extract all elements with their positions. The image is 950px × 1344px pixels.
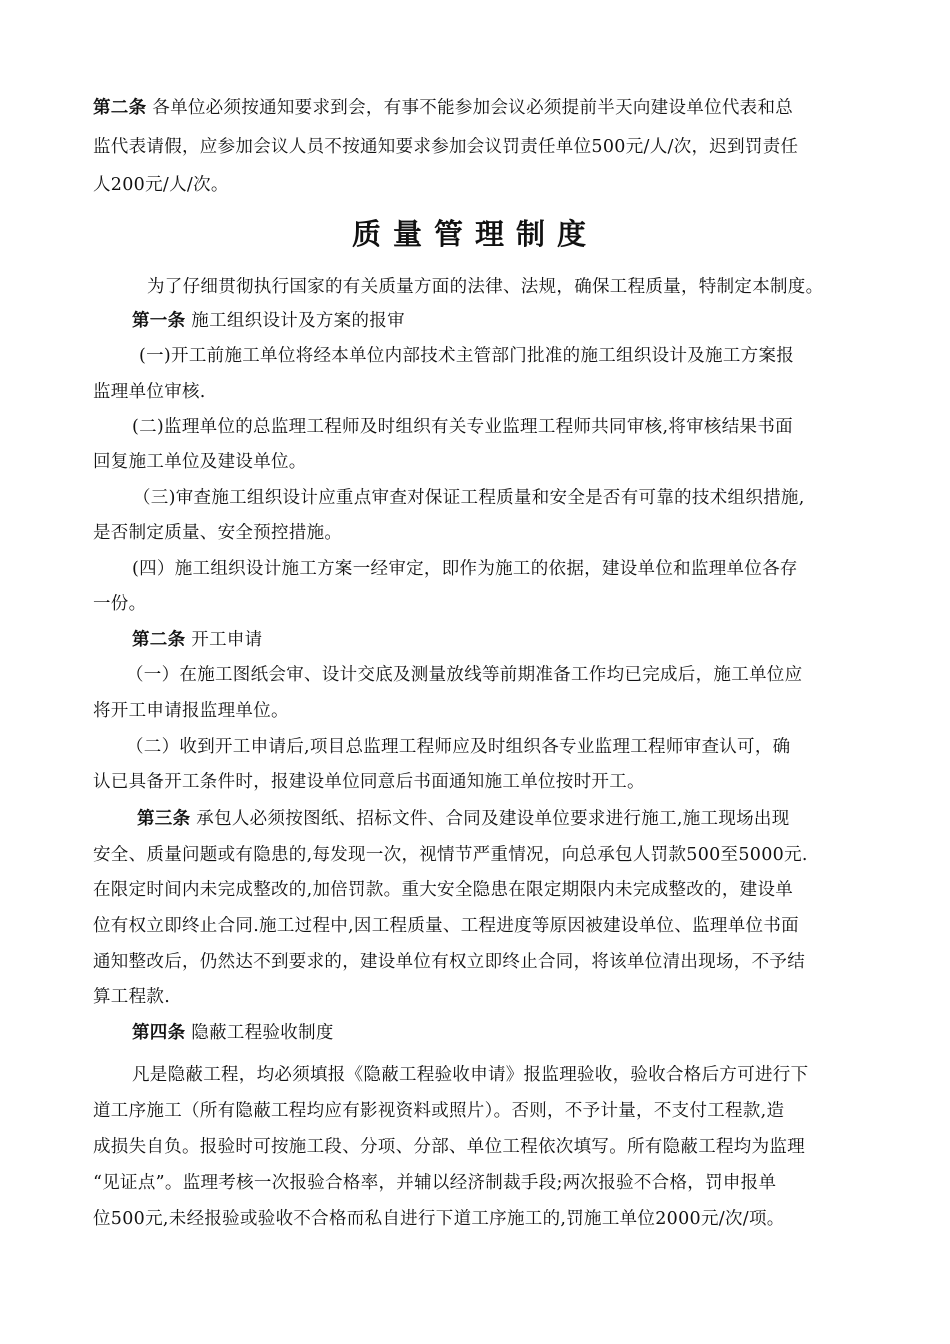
article-heading: 第二条	[132, 630, 186, 650]
article-3-line-3: 在限定时间内未完成整改的,加倍罚款。重大安全隐患在限定期限内未完成整改的，建设单	[93, 880, 794, 900]
article-1-para-3-line-2: 是否制定质量、安全预控措施。	[93, 523, 343, 543]
article-title: 施工组织设计及方案的报审	[185, 311, 405, 331]
article-3-line-1	[137, 807, 790, 831]
article-2-para-1-line-2: 将开工申请报监理单位。	[93, 701, 289, 721]
article-3-line-6: 算工程款.	[93, 987, 171, 1007]
article-3-line-2: 安全、质量问题或有隐患的,每发现一次，视情节严重情况，向总承包人罚款500至5000元.	[93, 845, 808, 865]
article-heading: 第一条	[132, 311, 186, 331]
article-1-para-3-line-1: （三)审查施工组织设计应重点审查对保证工程质量和安全是否有可靠的技术组织措施,	[133, 488, 805, 508]
lead-paragraph: 为了仔细贯彻执行国家的有关质量方面的法律、法规，确保工程质量，特制定本制度。	[147, 277, 824, 297]
article-2-para-2-line-2: 认已具备开工条件时，报建设单位同意后书面通知施工单位按时开工。	[93, 772, 645, 792]
article-4-line-2: 道工序施工（所有隐蔽工程均应有影视资料或照片）。否则，不予计量，不支付工程款,造	[93, 1101, 785, 1121]
article-1-para-1-line-1: (一)开工前施工单位将经本单位内部技术主管部门批准的施工组织设计及施工方案报	[139, 346, 795, 366]
article-4-line-3: 成损失自负。报验时可按施工段、分项、分部、单位工程依次填写。所有隐蔽工程均为监理	[93, 1137, 805, 1157]
article-4-heading-line	[132, 1021, 334, 1045]
page-title: 质量管理制度	[351, 217, 598, 251]
article-3-line-4: 位有权立即终止合同.施工过程中,因工程质量、工程进度等原因被建设单位、监理单位书面	[93, 916, 799, 936]
article-4-line-1: 凡是隐蔽工程，均必须填报《隐蔽工程验收申请》报监理验收，验收合格后方可进行下	[132, 1065, 809, 1085]
article-3-line-5: 通知整改后，仍然达不到要求的，建设单位有权立即终止合同，将该单位清出现场，不予结	[93, 952, 805, 972]
article-heading: 第二条	[93, 98, 147, 118]
article-2-heading-line	[132, 628, 262, 652]
article-2-para-1-line-1: （一）在施工图纸会审、设计交底及测量放线等前期准备工作均已完成后，施工单位应	[126, 665, 803, 685]
article-1-heading-line	[132, 309, 405, 333]
article-text: 承包人必须按图纸、招标文件、合同及建设单位要求进行施工,施工现场出现	[190, 809, 790, 829]
article-2-para-2-line-1: （二）收到开工申请后,项目总监理工程师应及时组织各专业监理工程师审查认可，确	[126, 737, 791, 757]
article-1-para-4-line-2: 一份。	[93, 594, 147, 614]
article-4-line-4: “见证点”。监理考核一次报验合格率，并辅以经济制裁手段;两次报验不合格，罚申报单	[93, 1173, 777, 1193]
article-1-para-1-line-2: 监理单位审核.	[93, 382, 206, 402]
article-1-para-2-line-2: 回复施工单位及建设单位。	[93, 452, 307, 472]
article-title: 隐蔽工程验收制度	[185, 1023, 334, 1043]
article-heading: 第三条	[137, 809, 191, 829]
article-4-line-5: 位500元,未经报验或验收不合格而私自进行下道工序施工的,罚施工单位2000元/次/项。	[93, 1209, 785, 1229]
intro-text: 各单位必须按通知要求到会，有事不能参加会议必须提前半天向建设单位代表和总	[146, 98, 794, 118]
article-1-para-2-line-1: (二)监理单位的总监理工程师及时组织有关专业监理工程师共同审核,将审核结果书面	[132, 417, 793, 437]
article-1-para-4-line-1: (四）施工组织设计施工方案一经审定，即作为施工的依据，建设单位和监理单位各存	[132, 559, 798, 579]
intro-line-3: 人200元/人/次。	[93, 175, 229, 195]
intro-line-2: 监代表请假，应参加会议人员不按通知要求参加会议罚责任单位500元/人/次，迟到罚责任	[93, 137, 799, 157]
intro-line-1	[93, 96, 793, 120]
article-title: 开工申请	[185, 630, 263, 650]
article-heading: 第四条	[132, 1023, 186, 1043]
